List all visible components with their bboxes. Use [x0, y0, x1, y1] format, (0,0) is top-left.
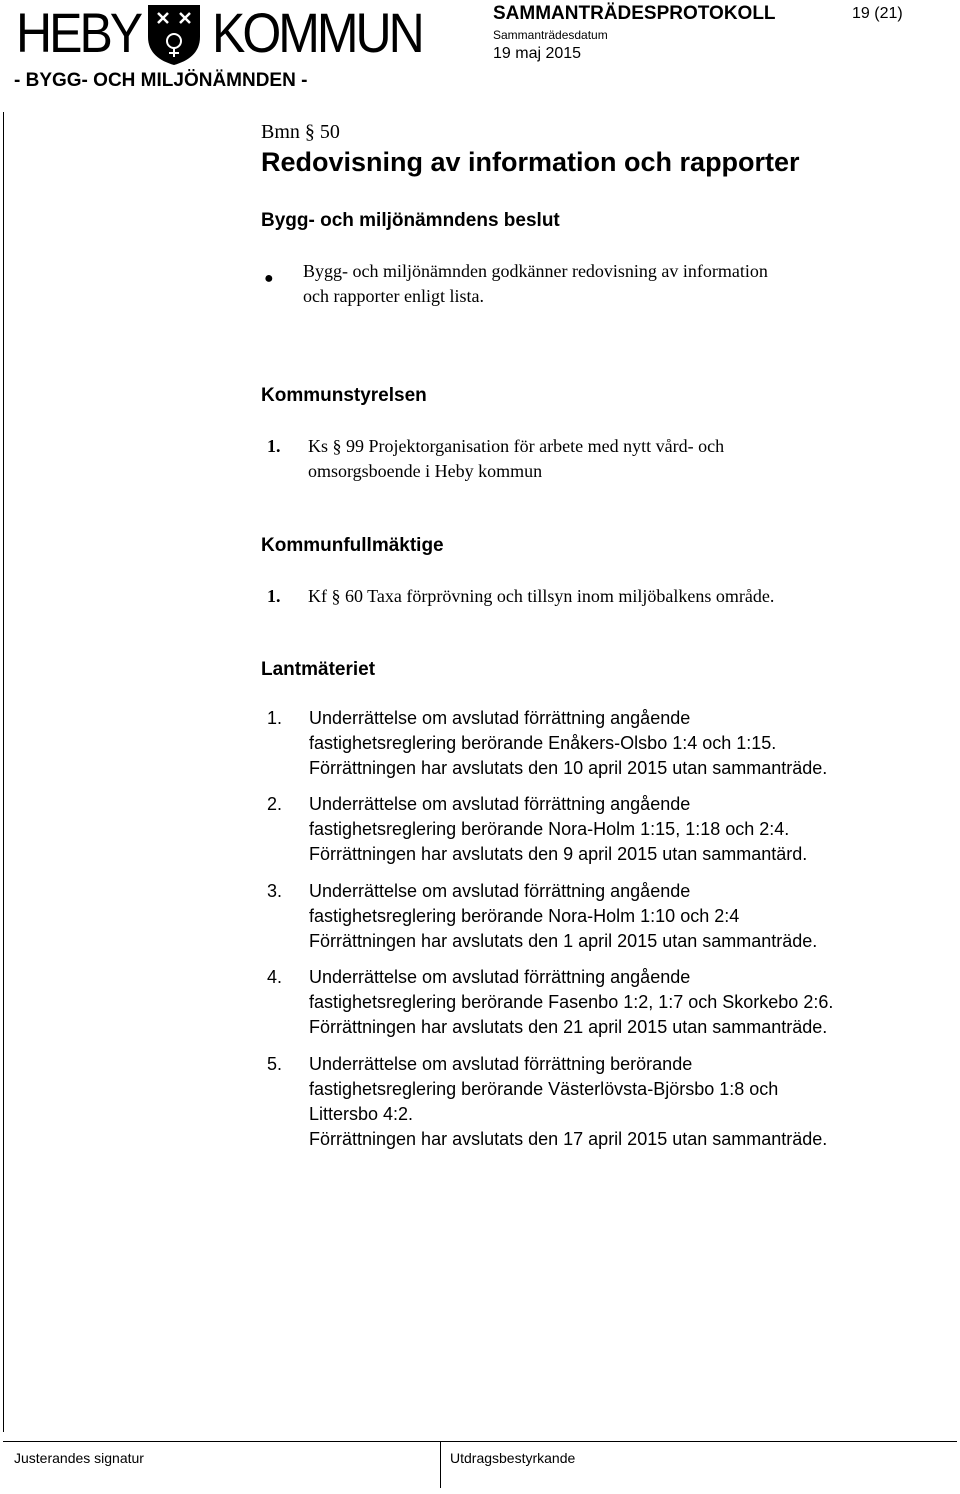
margin-line — [3, 112, 4, 1432]
protocol-title: SAMMANTRÄDESPROTOKOLL — [493, 3, 776, 24]
coat-of-arms-icon — [144, 3, 204, 67]
footer-divider — [3, 1441, 957, 1442]
list-number: 4. — [267, 967, 283, 987]
list-number: 5. — [267, 1054, 283, 1074]
list-item: Underrättelse om avslutad förrättning angående fastighetsreglering berörande Nora-Holm 1:10 och 2:4 Förrättningen har avslutats den 1 april 2015 utan sammanträde. — [309, 881, 818, 951]
page-number: 19 (21) — [852, 5, 903, 22]
list-number: 3. — [267, 881, 283, 901]
logo-kommun: KOMMUN — [212, 1, 422, 65]
list-item: Underrättelse om avslutad förrättning angående fastighetsreglering berörande Enåkers-Olsbo 1:4 och 1:15. Förrättningen har avslutats den 10 april 2015 utan sammanträde. — [309, 708, 828, 778]
list-number: 1. — [267, 586, 281, 606]
paragraph-number: Bmn § 50 — [261, 121, 340, 143]
heading-lantmateriet: Lantmäteriet — [261, 659, 376, 680]
heading-kommunfullmaktige: Kommunfullmäktige — [261, 535, 444, 556]
logo-heby: HEBY — [16, 1, 141, 65]
date-label: Sammanträdesdatum — [493, 28, 608, 42]
meeting-date: 19 maj 2015 — [493, 45, 582, 62]
list-number: 1. — [267, 436, 281, 456]
list-number: 2. — [267, 794, 283, 814]
list-item: Kf § 60 Taxa förprövning och tillsyn inom miljöbalkens område. — [308, 586, 775, 606]
list-number: 1. — [267, 708, 283, 728]
page-title: Redovisning av information och rapporter — [261, 147, 800, 177]
decision-heading: Bygg- och miljönämndens beslut — [261, 210, 560, 231]
list-item: Ks § 99 Projektorganisation för arbete med nytt vård- och omsorgsboende i Heby kommun — [308, 436, 725, 481]
list-item: Underrättelse om avslutad förrättning berörande fastighetsreglering berörande Västerlövsta-Björsbo 1:8 och Littersbo 4:2. Förrättningen har avslutats den 17 april 2015 utan sammanträde. — [309, 1054, 828, 1149]
signature-label: Justerandes signatur — [14, 1450, 144, 1466]
heading-kommunstyrelsen: Kommunstyrelsen — [261, 385, 427, 406]
department-name: - BYGG- OCH MILJÖNÄMNDEN - — [14, 70, 308, 91]
certification-label: Utdragsbestyrkande — [450, 1450, 576, 1466]
list-item: Underrättelse om avslutad förrättning angående fastighetsreglering berörande Nora-Holm 1:15, 1:18 och 2:4. Förrättningen har avslutats den 9 april 2015 utan sammantärd. — [309, 794, 808, 864]
bullet-icon: ● — [264, 270, 274, 287]
footer-separator — [440, 1441, 441, 1488]
list-item: Underrättelse om avslutad förrättning angående fastighetsreglering berörande Fasenbo 1:2, 1:7 och Skorkebo 2:6. Förrättningen har avslutats den 21 april 2015 utan sammanträde. — [309, 967, 834, 1037]
decision-text: Bygg- och miljönämnden godkänner redovisning av information och rapporter enligt lista. — [303, 261, 768, 306]
